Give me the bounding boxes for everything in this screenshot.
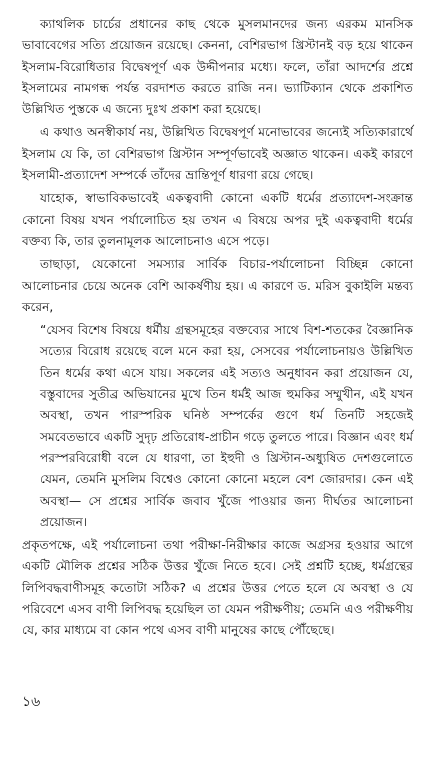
closing-paragraph: প্রকৃতপক্ষে, এই পর্যালোচনা তথা পরীক্ষা-নিরীক্ষার কাজে অগ্রসর হওয়ার আগে একটি মৌলিক প্রশ্নের সঠিক উত্তর খুঁজে নিতে হবে। সেই প্রশ্নটি হচ্ছে, ধর্মগ্রন্থের লিপিবদ্ধবাণীসমূহ কতোটা সঠিক? এ প্রশ্নের উত্তর পেতে হলে যে অবস্থা ও যে পরিবেশে এসব বাণী লিপিবদ্ধ হয়েছিল তা যেমন পরীক্ষণীয়; তেমনি এও পরীক্ষণীয় যে, কার মাধ্যমে বা কোন পথে এসব বাণী মানুষের কাছে পৌঁছেছে। bbox=[22, 538, 413, 638]
paragraph-2: এ কথাও অনস্বীকার্য নয়, উল্লিখিত বিদ্বেষপূর্ণ মনোভাবের জন্যেই সত্যিকারার্থে ইসলাম যে কি, তা বেশিরভাগ খ্রিস্টান সম্পূর্ণভাবেই অজ্ঞাত থাকেন। একই কারণে ইসলামী-প্রত্যাদেশ সম্পর্কে তাঁদের ভ্রান্তিপূর্ণ ধারণা রয়ে গেছে। bbox=[22, 125, 413, 183]
paragraph-1: ক্যাথলিক চার্চের প্রধানের কাছ থেকে মুসলমানদের জন্য এরকম মানসিক ভাবাবেগের সত্যি প্রয়োজন রয়েছে। কেননা, বেশিরভাগ খ্রিস্টানই বড় হয়ে থাকেন ইসলাম-বিরোধিতার বিদ্বেষপূর্ণ এক উদ্দীপনার মধ্যে। ফলে, তাঁরা আদর্শের প্রশ্নে ইসলামের নামগন্ধ পর্যন্ত বরদাশত করতে রাজি নন। ভ্যাটিক্যান থেকে প্রকাশিত উল্লিখিত পুস্তকে এ জন্যে দুঃখ প্রকাশ করা হয়েছে। bbox=[22, 17, 413, 117]
block-quote: “যেসব বিশেষ বিষয়ে ধর্মীয় গ্রন্থসমূহের বক্তব্যের সাথে বিশ-শতকের বৈজ্ঞানিক সত্যের বিরোধ রয়েছে বলে মনে করা হয়, সেসবের পর্যালোচনায়ও উল্লিখিত তিন ধর্মের কথা এসে যায়। সকলের এই সত্যও অনুধাবন করা প্রয়োজন যে, বস্তুবাদের সুতীব্র অভিযানের মুখে তিন ধর্মই আজ হুমকির সম্মুখীন, এই যখন অবস্থা, তখন পারস্পরিক ঘনিষ্ঠ সম্পর্কের গুণে ধর্ম তিনটি সহজেই সমবেতভাবে একটি সুদৃঢ় প্রতিরোধ-প্রাচীন গড়ে তুলতে পারে। বিজ্ঞান এবং ধর্ম পরস্পরবিরোধী বলে যে ধারণা, তা ইহুদী ও খ্রিস্টান-অধ্যুষিত দেশগুলোতে যেমন, তেমনি মুসলিম বিশ্বেও কোনো কোনো মহলে বেশ জোরদার। কেন এই অবস্থা— সে প্রশ্নের সার্বিক জবাব খুঁজে পাওয়ার জন্য দীর্ঘতর আলোচনা প্রয়োজন। bbox=[40, 323, 413, 529]
paragraph-4: তাছাড়া, যেকোনো সমস্যার সার্বিক বিচার-পর্যালোচনা বিচ্ছিন্ন কোনো আলোচনার চেয়ে অনেক বেশি আকর্ষণীয় হয়। এ কারণে ড. মরিস বুকাইলি মন্তব্য করেন, bbox=[22, 257, 413, 314]
paragraph-3: যাহোক, স্বাভাবিকভাবেই একত্ববাদী কোনো একটি ধর্মের প্রত্যাদেশ-সংক্রান্ত কোনো বিষয় যখন পর্যালোচিত হয় তখন এ বিষয়ে অপর দুই একত্ববাদী ধর্মের বক্তব্য কি, তার তুলনামূলক আলোচনাও এসে পড়ে। bbox=[22, 191, 413, 248]
page-number: ১৬ bbox=[22, 694, 41, 710]
